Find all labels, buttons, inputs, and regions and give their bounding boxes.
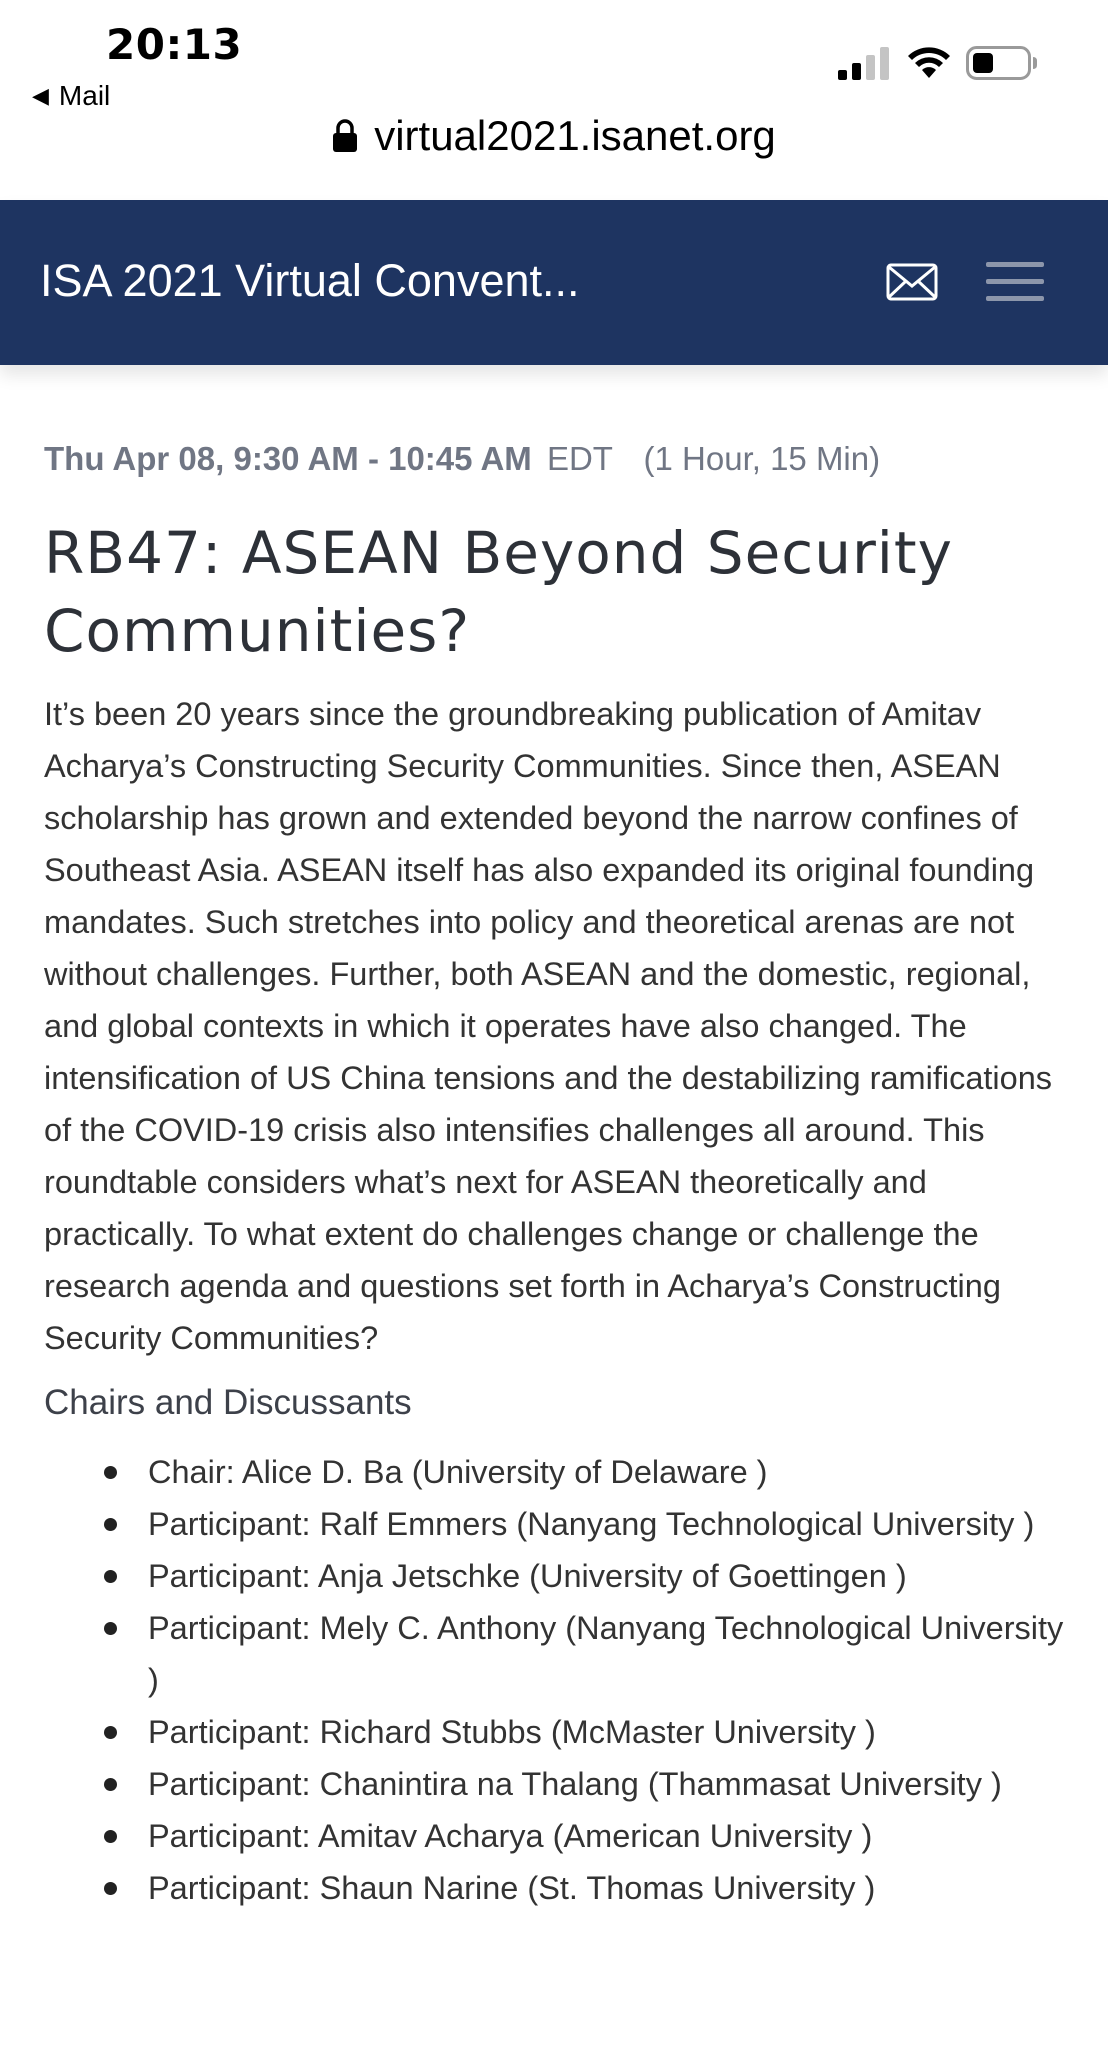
session-content — [44, 440, 1074, 1914]
back-label: Mail — [58, 80, 111, 111]
session-description: It’s been 20 years since the groundbreaking publication of Amitav Acharya’s Constructing Security Communities. Since then, ASEAN scholarship has grown and extended beyond the narrow confines of Southeast Asia. ASEAN itself has also expanded its original founding mandates. Such stretches into policy and theoretical arenas are not without challenges. Further, both ASEAN and the domestic, regional, and global contexts in which it operates have also changed. The intensification of US China tensions and the destabilizing ramifications of the COVID-19 crisis also intensifies challenges all around. This roundtable considers what’s next for ASEAN theoretically and practically. To what extent do challenges change or challenge the research agenda and questions set forth in Acharya’s Constructing Security Communities? — [44, 696, 1053, 1356]
wifi-icon — [906, 44, 952, 80]
session-time-range: Thu Apr 08, 9:30 AM - 10:45 AM — [44, 440, 532, 477]
participant-item: Participant: Chanintira na Thalang (Thammasat University ) — [44, 1758, 1074, 1810]
site-header — [0, 200, 1108, 365]
hamburger-menu-icon[interactable] — [984, 256, 1048, 308]
status-time: 20:13 — [106, 20, 243, 69]
participant-item: Participant: Shaun Narine (St. Thomas University ) — [44, 1862, 1074, 1914]
session-timezone: EDT — [546, 440, 613, 477]
session-datetime — [44, 440, 1074, 478]
url-bar[interactable] — [0, 106, 1108, 166]
session-title: RB47: ASEAN Beyond Security Communities? — [44, 519, 953, 665]
back-triangle-icon: ◀ — [32, 83, 49, 108]
signal-icon — [838, 46, 892, 80]
status-bar — [0, 0, 1108, 110]
url-text: virtual2021.isanet.org — [374, 112, 776, 159]
battery-icon — [966, 46, 1038, 80]
participant-item: Chair: Alice D. Ba (University of Delaware ) — [44, 1446, 1074, 1498]
site-title[interactable]: ISA 2021 Virtual Convent... — [40, 255, 580, 306]
participant-item: Participant: Anja Jetschke (University of Goettingen ) — [44, 1550, 1074, 1602]
session-duration: (1 Hour, 15 Min) — [643, 440, 881, 477]
participant-list — [44, 1446, 1074, 1914]
participant-item: Participant: Amitav Acharya (American University ) — [44, 1810, 1074, 1862]
participant-item: Participant: Mely C. Anthony (Nanyang Technological University ) — [44, 1602, 1074, 1706]
chairs-discussants-heading: Chairs and Discussants — [44, 1383, 412, 1422]
lock-icon — [332, 119, 358, 153]
envelope-icon[interactable] — [884, 258, 940, 306]
participant-item: Participant: Ralf Emmers (Nanyang Technological University ) — [44, 1498, 1074, 1550]
participant-item: Participant: Richard Stubbs (McMaster University ) — [44, 1706, 1074, 1758]
